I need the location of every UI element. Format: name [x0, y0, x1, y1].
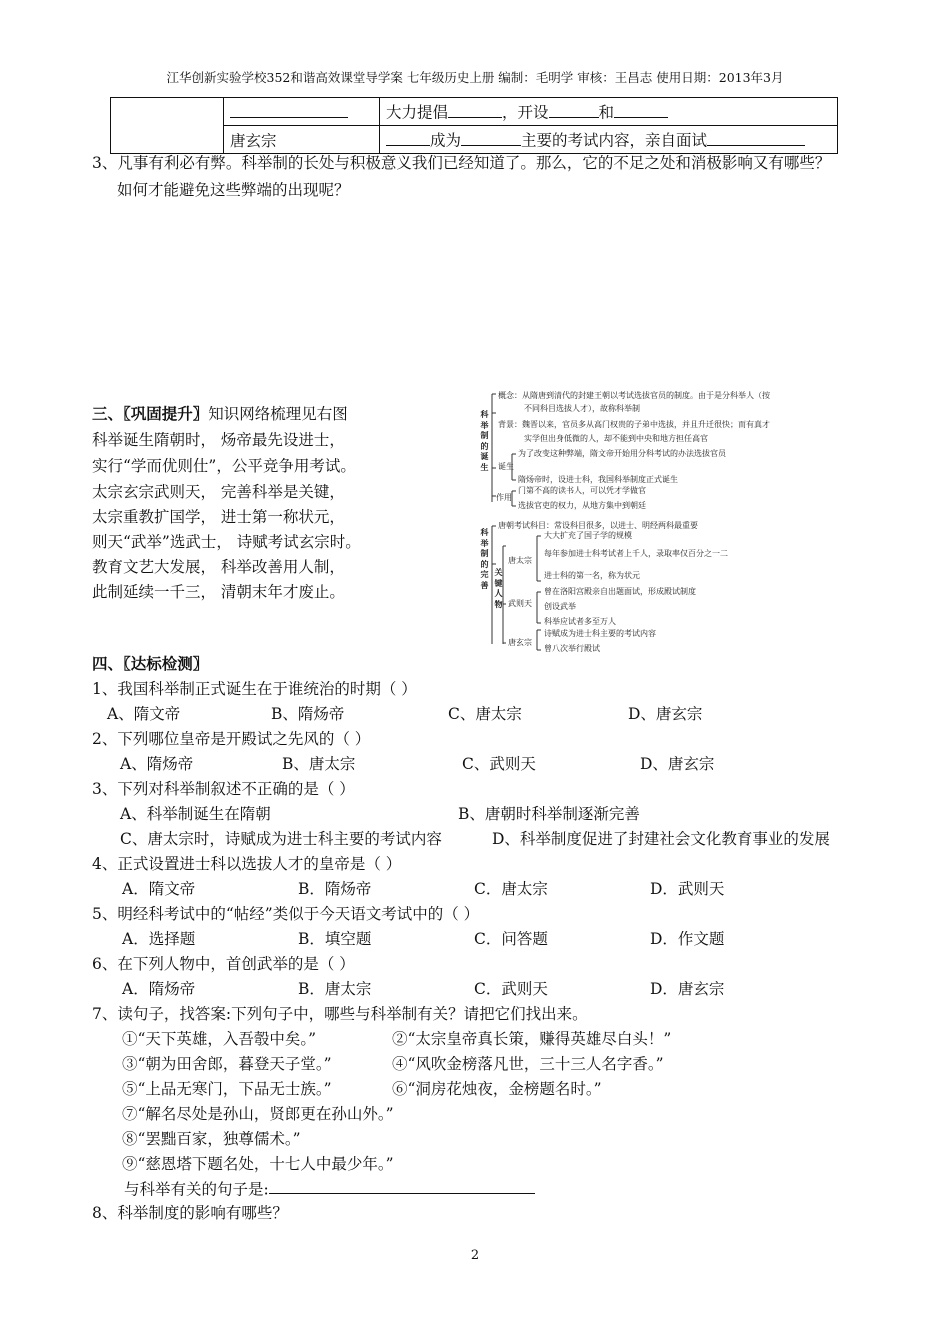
- quote-item: ⑥“洞房花烛夜，金榜题名时。”: [392, 1080, 602, 1098]
- fill-blank[interactable]: [386, 128, 430, 145]
- fill-blank[interactable]: [549, 100, 599, 117]
- wu-node: 创设武举: [544, 602, 576, 611]
- poem-line: 太宗重教扩国学， 进士第一称状元，: [92, 508, 345, 526]
- knowledge-mindmap: [478, 388, 838, 656]
- test-question-2: 2、下列哪位皇帝是开殿试之先风的（ ）: [92, 730, 371, 748]
- quote-item: ⑨“慈恩塔下题名处，十七人中最少年。”: [122, 1155, 394, 1173]
- option[interactable]: B．隋炀帝: [298, 880, 372, 898]
- background-node: 背景：魏晋以来，官员多从高门权贵的子弟中选拔，并且升迁很快；而有真才: [498, 420, 770, 429]
- poem-line: 太宗玄宗武则天， 完善科举是关键，: [92, 483, 345, 501]
- table-cell: 大力提倡 ，开设 和: [380, 98, 838, 126]
- question-3-line1: 3、凡事有利必有弊。科举制的长处与积极意义我们已经知道了。那么，它的不足之处和消极影响又有哪些？: [92, 154, 831, 172]
- background-node-cont: 实学但出身低微的人，却不能到中央和地方担任高官: [524, 434, 708, 443]
- table-merged-cell: [111, 98, 224, 154]
- option[interactable]: B．填空题: [298, 930, 372, 948]
- option[interactable]: A．隋炀帝: [122, 980, 196, 998]
- fill-blank[interactable]: [448, 100, 502, 117]
- option[interactable]: A、隋文帝: [107, 705, 181, 723]
- answer-line: 与科举有关的句子是:: [124, 1177, 535, 1199]
- option[interactable]: B．唐太宗: [298, 980, 372, 998]
- birth-node: 为了改变这种弊端，隋文帝开始用分科考试的办法选拔官员: [518, 449, 726, 458]
- test-question-8: 8、科举制度的影响有哪些？: [92, 1204, 288, 1222]
- taizong-bracket: [537, 536, 541, 581]
- test-question-3: 3、下列对科举制叙述不正确的是（ ）: [92, 780, 355, 798]
- test-question-7: 7、读句子，找答案:下列句子中，哪些与科举制有关？请把它们找出来。: [92, 1005, 588, 1023]
- wuzetian-label: 武则天: [508, 599, 532, 608]
- option[interactable]: D．作文题: [650, 930, 725, 948]
- option[interactable]: B、隋炀帝: [271, 705, 345, 723]
- table-cell: 成为 主要的考试内容，亲自面试: [380, 126, 838, 154]
- key-bracket: [503, 546, 506, 644]
- poem-line: 科举诞生隋朝时， 炀帝最先设进士，: [92, 431, 345, 449]
- poem-line: 教育文艺大发展， 科举改善用人制，: [92, 558, 345, 576]
- taizong-node: 大大扩充了国子学的规模: [544, 531, 632, 540]
- section-4-heading: 四、〖达标检测〗: [92, 654, 209, 673]
- option[interactable]: D．武则天: [650, 880, 725, 898]
- fill-blank[interactable]: [707, 128, 805, 145]
- option[interactable]: D、唐玄宗: [628, 705, 703, 723]
- option[interactable]: B、唐太宗: [282, 755, 356, 773]
- perfect-root-label: 科举制的完善: [480, 528, 489, 590]
- option[interactable]: C．问答题: [474, 930, 548, 948]
- page-header: 江华创新实验学校352和谐高效课堂导学案 七年级历史上册 编制：毛明学 审核：王昌志 使用日期：2013年3月: [166, 70, 784, 85]
- option[interactable]: A．隋文帝: [122, 880, 196, 898]
- quote-item: ④“风吹金榜落凡世，三十三人名字香。”: [392, 1055, 664, 1073]
- option[interactable]: C、唐太宗时，诗赋成为进士科主要的考试内容: [120, 830, 442, 848]
- taizong-node: 每年参加进士科考试者上千人，录取率仅百分之一二: [544, 549, 728, 558]
- concept-node-cont: 不同科目选拔人才），故称科举制: [524, 404, 640, 413]
- birth-root-label: 科举制的诞生: [480, 410, 489, 472]
- subjects-node: 唐朝考试科目：常设科目很多，以进士、明经两科最重要: [498, 521, 698, 530]
- xuan-bracket: [537, 630, 541, 650]
- quote-item: ⑦“解名尽处是孙山，贤郎更在孙山外。”: [122, 1105, 394, 1123]
- test-question-4: 4、正式设置进士科以选拔人才的皇帝是（ ）: [92, 855, 402, 873]
- test-question-1: 1、我国科举制正式诞生在于谁统治的时期（ ）: [92, 680, 417, 698]
- effect-node: 选拔官吏的权力，从地方集中到朝廷: [518, 501, 646, 510]
- quote-item: ⑤“上品无寒门，下品无士族。”: [122, 1080, 332, 1098]
- question-3-line2: 如何才能避免这些弊端的出现呢？: [117, 181, 350, 199]
- option[interactable]: A．选择题: [122, 930, 196, 948]
- fill-blank[interactable]: [614, 100, 668, 117]
- option[interactable]: D、唐玄宗: [640, 755, 715, 773]
- option[interactable]: A、科举制诞生在隋朝: [120, 805, 271, 823]
- fill-blank[interactable]: [230, 101, 348, 118]
- birth-label: 诞生: [498, 462, 514, 471]
- quote-item: ②“太宗皇帝真长策，赚得英雄尽白头！”: [392, 1030, 672, 1048]
- key-figures-label: 关键人物: [494, 568, 503, 609]
- option[interactable]: B、唐朝时科举制逐渐完善: [458, 805, 640, 823]
- effect-node: 门第不高的读书人，可以凭才学做官: [518, 486, 646, 495]
- answer-blank[interactable]: [269, 1177, 535, 1194]
- effect-sub-bracket: [512, 491, 516, 506]
- option[interactable]: C、武则天: [462, 755, 536, 773]
- test-question-5: 5、明经科考试中的“帖经”类似于今天语文考试中的（ ）: [92, 905, 480, 923]
- poem-line: 此制延续一千三， 清朝末年才废止。: [92, 583, 345, 601]
- test-question-6: 6、在下列人物中，首创武举的是（ ）: [92, 955, 355, 973]
- option[interactable]: C．唐太宗: [474, 880, 548, 898]
- section-3-heading: 三、〖巩固提升〗知识网络梳理见右图: [92, 404, 348, 423]
- option[interactable]: C、唐太宗: [448, 705, 522, 723]
- table-cell: 唐玄宗: [224, 126, 380, 154]
- xuan-node: 诗赋成为进士科主要的考试内容: [544, 629, 656, 638]
- poem-line: 实行“学而优则仕”，公平竞争用考试。: [92, 457, 356, 475]
- wu-bracket: [537, 592, 541, 623]
- birth-ticks: [492, 394, 496, 496]
- xuan-node: 曾八次举行殿试: [544, 644, 600, 653]
- option[interactable]: C．武则天: [474, 980, 548, 998]
- effect-label: 作用: [496, 493, 512, 502]
- wu-node: 科举应试者多至万人: [544, 617, 616, 626]
- taizong-node: 进士科的第一名，称为状元: [544, 571, 640, 580]
- page-number: 2: [470, 1248, 480, 1263]
- taizong-label: 唐太宗: [508, 556, 532, 565]
- quote-item: ⑧“罢黜百家，独尊儒术。”: [122, 1130, 301, 1148]
- review-table: [110, 97, 838, 154]
- fill-blank[interactable]: [461, 128, 521, 145]
- poem-line: 则天“武举”选武士， 诗赋考试玄宗时。: [92, 533, 361, 551]
- birth-node: 隋炀帝时，设进士科，我国科举制度正式诞生: [518, 475, 678, 484]
- option[interactable]: A、隋炀帝: [120, 755, 194, 773]
- xuanzong-label: 唐玄宗: [508, 638, 532, 647]
- option[interactable]: D、科举制度促进了封建社会文化教育事业的发展: [492, 830, 830, 848]
- option[interactable]: D．唐玄宗: [650, 980, 725, 998]
- quote-item: ③“朝为田舍郎，暮登天子堂。”: [122, 1055, 332, 1073]
- quote-item: ①“天下英雄，入吾彀中矣。”: [122, 1030, 317, 1048]
- table-blank-cell: [224, 98, 380, 126]
- wu-node: 曾在洛阳宫殿亲自出题面试，形成殿试制度: [544, 587, 696, 596]
- concept-node: 概念：从隋唐到清代的封建王朝以考试选拔官员的制度。由于是分科举人（按: [498, 391, 770, 400]
